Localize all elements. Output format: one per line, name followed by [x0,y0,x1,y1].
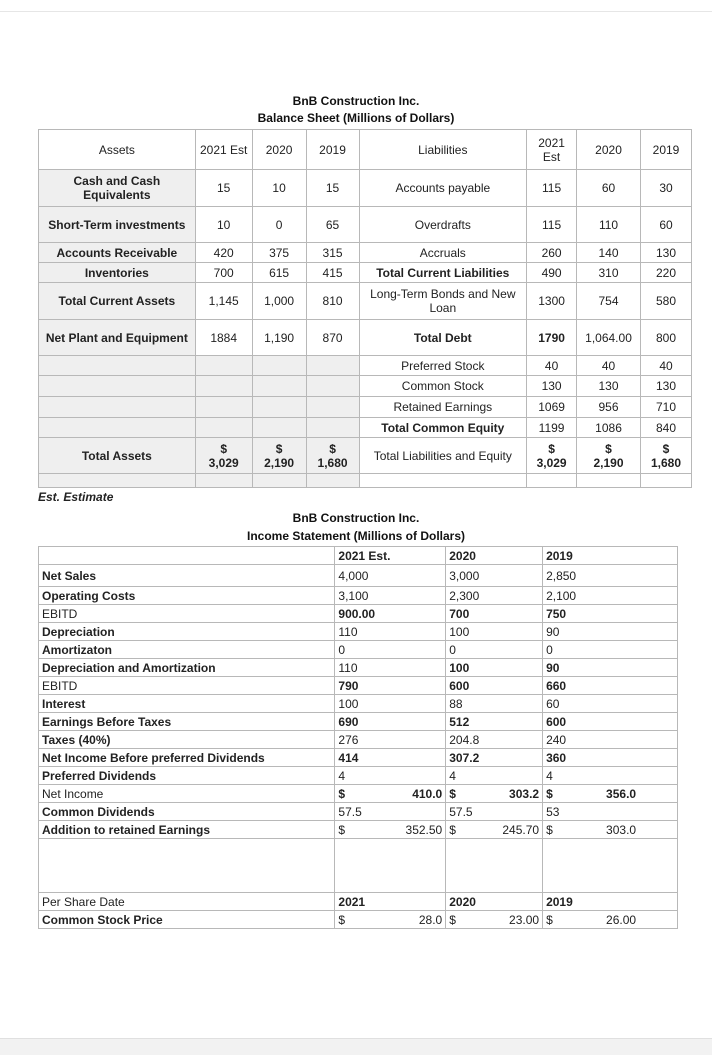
cell: 0 [446,641,543,659]
cell: 1,190 [252,320,306,356]
row-label: Common Dividends [39,803,335,821]
cell: 65 [306,207,359,243]
asset-label: Inventories [39,263,196,283]
total-liabilities-label: Total Liabilities and Equity [359,438,527,474]
asset-label [39,397,196,418]
liability-label: Total Common Equity [359,418,527,438]
cell: 490 [527,263,577,283]
cell: 115 [527,170,577,207]
cell: 90 [543,659,678,677]
liability-label: Preferred Stock [359,356,527,376]
cell: 60 [543,695,678,713]
table-row [39,731,678,749]
table-row [39,243,692,263]
cell: 1300 [527,283,577,320]
cell [252,356,306,376]
cell: 420 [195,243,252,263]
income-statement-title: Income Statement (Millions of Dollars) [246,529,466,543]
per-share-header-row [39,893,678,911]
per-share-label: Per Share Date [39,893,335,911]
balance-sheet-company: BnB Construction Inc. [292,94,420,108]
cell: 100 [335,695,446,713]
asset-label: Accounts Receivable [39,243,196,263]
cell: 57.5 [335,803,446,821]
liability-label: Overdrafts [359,207,527,243]
stock-price-row [39,911,678,929]
cell: 130 [641,376,692,397]
cell: 0 [335,641,446,659]
table-row [39,713,678,731]
cell: 310 [577,263,641,283]
cell: 600 [543,713,678,731]
is-header-row [39,547,678,565]
cell: 88 [446,695,543,713]
per-share-2020: 2020 [446,893,543,911]
cell: 30 [641,170,692,207]
cell: 956 [577,397,641,418]
cell: $ 245.70 [446,821,543,839]
cell: 15 [195,170,252,207]
cell: 1,145 [195,283,252,320]
cell: 115 [527,207,577,243]
cell: $ 23.00 [446,911,543,929]
table-row [39,767,678,785]
cell: 360 [543,749,678,767]
cell: 3,100 [335,587,446,605]
table-row [39,283,692,320]
row-label: Earnings Before Taxes [39,713,335,731]
cell: 1069 [527,397,577,418]
income-statement-company: BnB Construction Inc. [292,511,420,525]
liabilities-header: Liabilities [359,130,527,170]
cell: 60 [641,207,692,243]
cell: 204.8 [446,731,543,749]
cell: $ 26.00 [543,911,678,929]
cell: 2,300 [446,587,543,605]
asset-label [39,376,196,397]
cell: 754 [577,283,641,320]
cell: 2,850 [543,565,678,587]
table-row [39,623,678,641]
liab-2021-header: 2021 Est [527,130,577,170]
row-label: Net Income Before preferred Dividends [39,749,335,767]
cell: 900.00 [335,605,446,623]
cell: 110 [335,659,446,677]
cell: 110 [577,207,641,243]
cell [195,376,252,397]
income-statement-table [38,546,678,929]
cell: 710 [641,397,692,418]
estimate-footnote: Est. Estimate [38,490,114,504]
cell: $ 1,680 [641,438,692,474]
table-row [39,565,678,587]
cell: 1086 [577,418,641,438]
cell: 140 [577,243,641,263]
cell: $ 410.0 [335,785,446,803]
top-border [0,0,712,12]
liab-2020-header: 2020 [577,130,641,170]
row-label: EBITD [39,605,335,623]
stock-price-label: Common Stock Price [39,911,335,929]
cell: 307.2 [446,749,543,767]
cell: 4 [335,767,446,785]
per-share-2021: 2021 [335,893,446,911]
asset-label: Cash and Cash Equivalents [39,170,196,207]
asset-label: Net Plant and Equipment [39,320,196,356]
cell [306,418,359,438]
liability-label: Retained Earnings [359,397,527,418]
cell [252,397,306,418]
cell: 60 [577,170,641,207]
cell: 110 [335,623,446,641]
cell: 415 [306,263,359,283]
cell: 1790 [527,320,577,356]
cell [252,376,306,397]
cell: 240 [543,731,678,749]
is-2019-header: 2019 [543,547,678,565]
cell: 100 [446,659,543,677]
liability-label: Long-Term Bonds and New Loan [359,283,527,320]
cell: $ 2,190 [252,438,306,474]
table-row [39,641,678,659]
row-label: Net Income [39,785,335,803]
liability-label: Total Current Liabilities [359,263,527,283]
cell: $ 356.0 [543,785,678,803]
cell: 1,064.00 [577,320,641,356]
table-row [39,207,692,243]
assets-header: Assets [39,130,196,170]
row-label: Interest [39,695,335,713]
table-row [39,263,692,283]
cell: 40 [577,356,641,376]
cell: 580 [641,283,692,320]
total-row [39,438,692,474]
cell: $ 1,680 [306,438,359,474]
row-label: Operating Costs [39,587,335,605]
cell: 870 [306,320,359,356]
asset-label: Total Current Assets [39,283,196,320]
bottom-border [0,1038,712,1055]
table-row [39,418,692,438]
cell: 130 [527,376,577,397]
cell [195,356,252,376]
table-row [39,785,678,803]
cell: 1,000 [252,283,306,320]
cell: 750 [543,605,678,623]
cell: 800 [641,320,692,356]
cell: 220 [641,263,692,283]
table-row [39,749,678,767]
cell: 57.5 [446,803,543,821]
asset-label: Short-Term investments [39,207,196,243]
cell: 315 [306,243,359,263]
cell: 690 [335,713,446,731]
row-label: Depreciation [39,623,335,641]
cell: 700 [195,263,252,283]
table-row [39,677,678,695]
cell: 840 [641,418,692,438]
row-label: Addition to retained Earnings [39,821,335,839]
cell: 414 [335,749,446,767]
liab-2019-header: 2019 [641,130,692,170]
cell: 600 [446,677,543,695]
cell: 10 [252,170,306,207]
cell: $ 303.0 [543,821,678,839]
cell: 1199 [527,418,577,438]
liability-label: Common Stock [359,376,527,397]
cell: 40 [527,356,577,376]
bs-header-row [39,130,692,170]
cell: 700 [446,605,543,623]
liability-label: Accounts payable [359,170,527,207]
is-2020-header: 2020 [446,547,543,565]
cell [306,356,359,376]
cell: 810 [306,283,359,320]
row-label: Taxes (40%) [39,731,335,749]
row-label: Amortizaton [39,641,335,659]
cell: 15 [306,170,359,207]
cell: $ 352.50 [335,821,446,839]
cell: $ 303.2 [446,785,543,803]
liability-label: Accruals [359,243,527,263]
cell: 2,100 [543,587,678,605]
cell: $ 28.0 [335,911,446,929]
cell: 53 [543,803,678,821]
empty-row [39,474,692,488]
cell: 276 [335,731,446,749]
asset-label [39,356,196,376]
cell: 90 [543,623,678,641]
balance-sheet-table [38,129,692,488]
row-label: EBITD [39,677,335,695]
cell: 375 [252,243,306,263]
balance-sheet-title: Balance Sheet (Millions of Dollars) [257,111,455,125]
table-row [39,397,692,418]
cell: 4 [446,767,543,785]
table-row [39,803,678,821]
cell: $ 3,029 [527,438,577,474]
per-share-2019: 2019 [543,893,678,911]
table-row [39,356,692,376]
assets-2021-header: 2021 Est [195,130,252,170]
cell [195,397,252,418]
table-row [39,320,692,356]
cell: 0 [543,641,678,659]
table-row [39,659,678,677]
cell: 4 [543,767,678,785]
cell: 1884 [195,320,252,356]
spacer-row [39,839,678,893]
cell [306,376,359,397]
cell: $ 2,190 [577,438,641,474]
cell: 130 [577,376,641,397]
cell: 790 [335,677,446,695]
cell: 4,000 [335,565,446,587]
cell: 40 [641,356,692,376]
table-row [39,587,678,605]
row-label: Net Sales [39,565,335,587]
cell [306,397,359,418]
row-label: Preferred Dividends [39,767,335,785]
assets-2019-header: 2019 [306,130,359,170]
cell: 0 [252,207,306,243]
row-label: Depreciation and Amortization [39,659,335,677]
is-2021-header: 2021 Est. [335,547,446,565]
cell: 100 [446,623,543,641]
liability-label: Total Debt [359,320,527,356]
cell: 3,000 [446,565,543,587]
total-assets-label: Total Assets [39,438,196,474]
table-row [39,695,678,713]
cell [252,418,306,438]
cell: 660 [543,677,678,695]
assets-2020-header: 2020 [252,130,306,170]
cell: 260 [527,243,577,263]
table-row [39,170,692,207]
asset-label [39,418,196,438]
cell: 615 [252,263,306,283]
table-row [39,821,678,839]
cell: 130 [641,243,692,263]
cell [195,418,252,438]
table-row [39,605,678,623]
cell: 10 [195,207,252,243]
table-row [39,376,692,397]
cell: 512 [446,713,543,731]
cell: $ 3,029 [195,438,252,474]
